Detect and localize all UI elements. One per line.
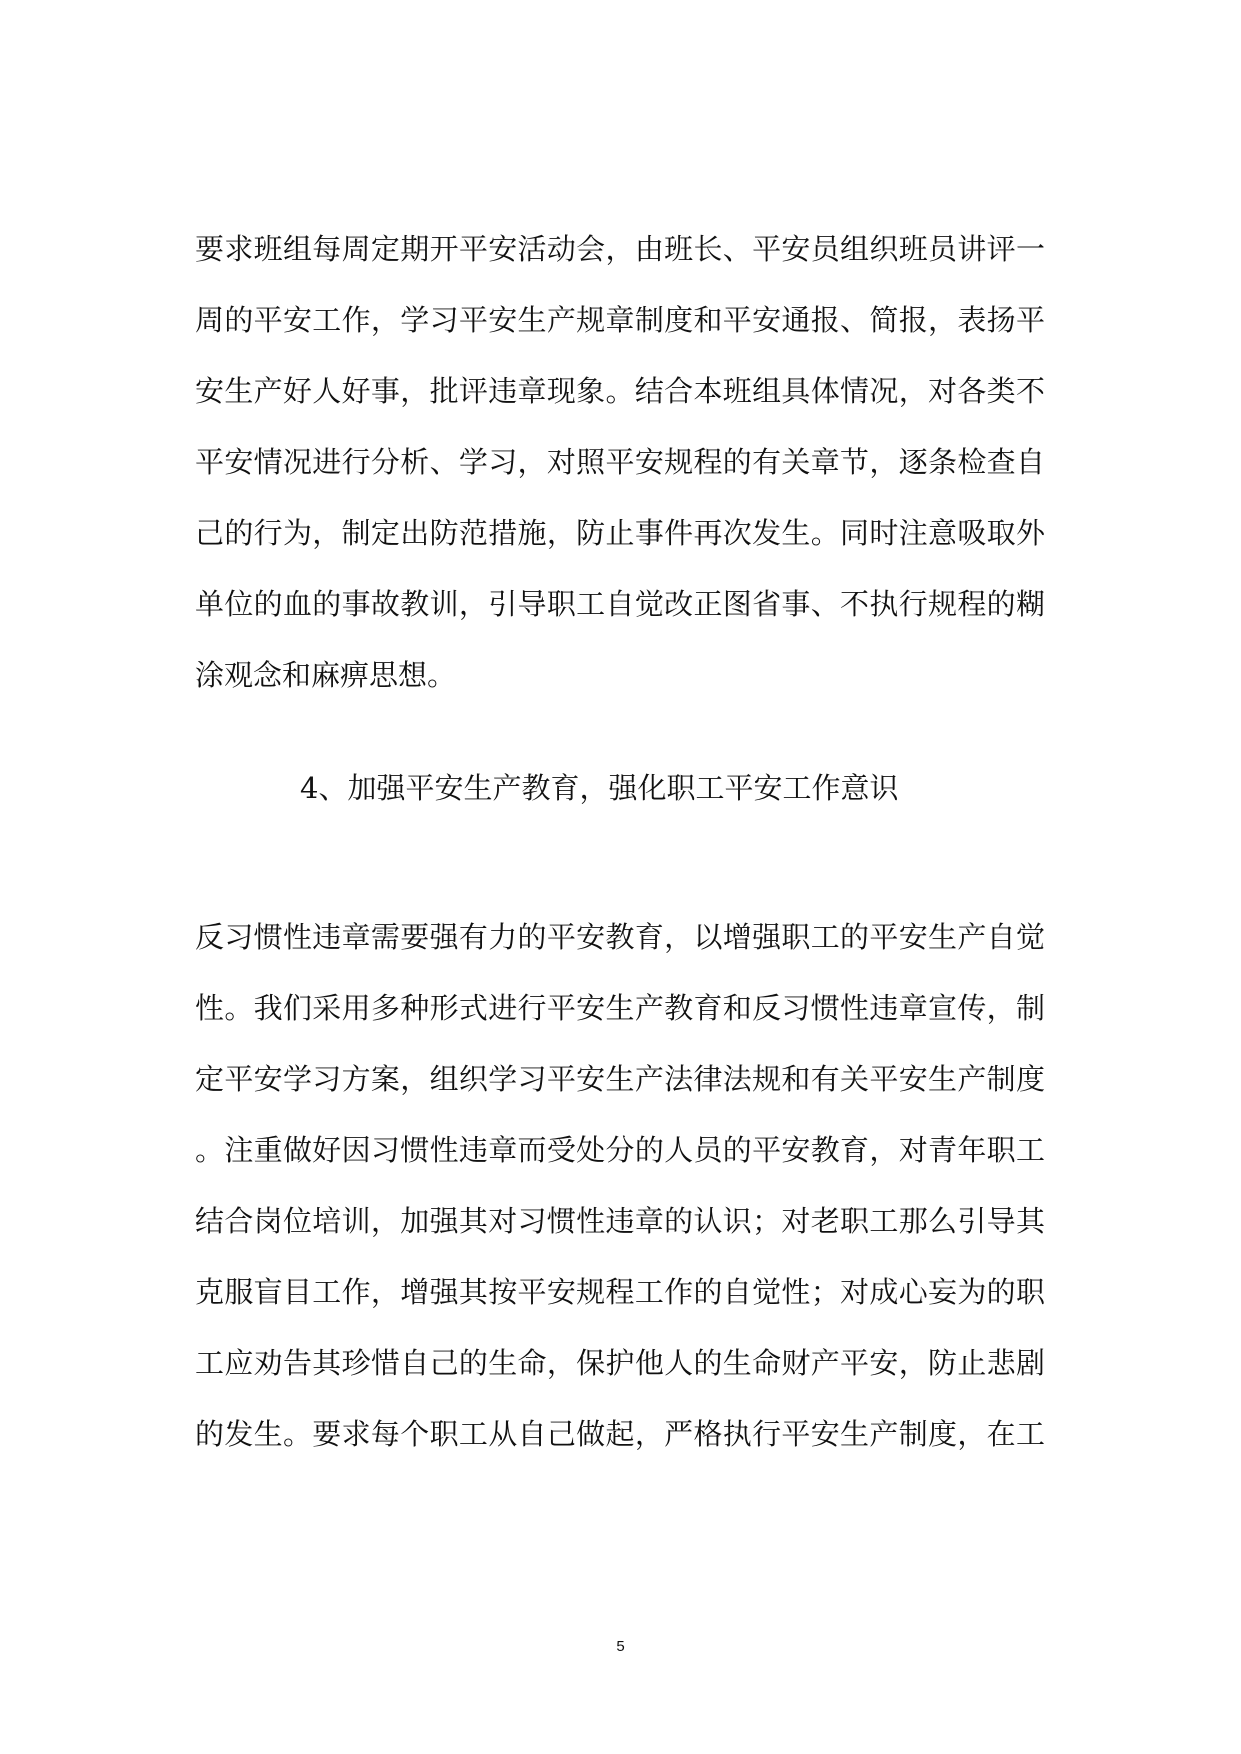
paragraph-2-line-8: 的发生。要求每个职工从自己做起，严格执行平安生产制度，在工	[195, 1417, 1045, 1451]
paragraph-2-line-6: 克服盲目工作，增强其按平安规程工作的自觉性；对成心妄为的职	[195, 1275, 1045, 1309]
paragraph-1-line-3: 安生产好人好事，批评违章现象。结合本班组具体情况，对各类不	[195, 374, 1045, 408]
paragraph-1-line-7: 涂观念和麻痹思想。	[195, 658, 457, 692]
paragraph-1-line-5: 己的行为，制定出防范措施，防止事件再次发生。同时注意吸取外	[195, 516, 1045, 550]
paragraph-2-line-3: 定平安学习方案，组织学习平安生产法律法规和有关平安生产制度	[195, 1062, 1045, 1096]
paragraph-1-line-2: 周的平安工作，学习平安生产规章制度和平安通报、简报，表扬平	[195, 303, 1045, 337]
paragraph-1-line-4: 平安情况进行分析、学习，对照平安规程的有关章节，逐条检查自	[195, 445, 1045, 479]
paragraph-2-line-7: 工应劝告其珍惜自己的生命，保护他人的生命财产平安，防止悲剧	[195, 1346, 1045, 1380]
page-number: 5	[616, 1638, 625, 1655]
paragraph-2-line-4: 。注重做好因习惯性违章而受处分的人员的平安教育，对青年职工	[195, 1133, 1045, 1167]
paragraph-2-line-2: 性。我们采用多种形式进行平安生产教育和反习惯性违章宣传，制	[195, 991, 1045, 1025]
paragraph-1-line-1: 要求班组每周定期开平安活动会，由班长、平安员组织班员讲评一	[195, 232, 1045, 266]
paragraph-2-line-1: 反习惯性违章需要强有力的平安教育，以增强职工的平安生产自觉	[195, 920, 1045, 954]
paragraph-1-line-6: 单位的血的事故教训，引导职工自觉改正图省事、不执行规程的糊	[195, 587, 1045, 621]
paragraph-2-line-5: 结合岗位培训，加强其对习惯性违章的认识；对老职工那么引导其	[195, 1204, 1045, 1238]
section-heading: 4、加强平安生产教育，强化职工平安工作意识	[300, 771, 899, 805]
